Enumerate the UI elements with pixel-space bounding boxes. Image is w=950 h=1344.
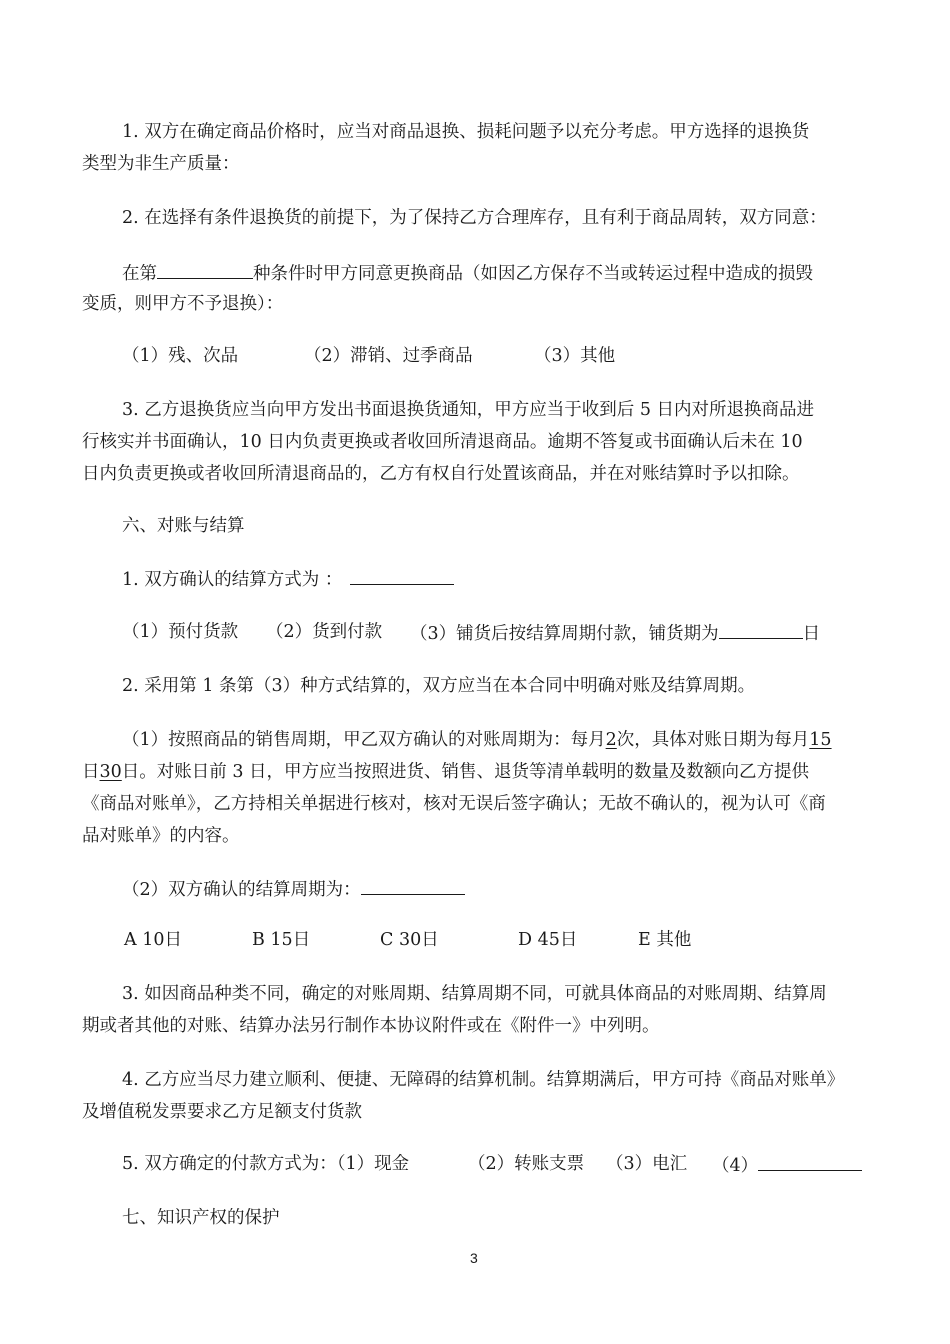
payment-option-1: （1）预付货款 <box>122 622 239 642</box>
clause-2-condition-line <box>122 260 813 286</box>
settlement-cycle-blank[interactable] <box>361 876 465 895</box>
clause-1-line-2: 类型为非生产质量： <box>82 154 240 174</box>
cycle-option-b: B 15日 <box>252 930 311 950</box>
cycle-option-a: A 10日 <box>124 930 182 950</box>
settlement-method-line <box>122 566 454 592</box>
clause-3-line-3: 日内负责更换或者收回所清退商品的，乙方有权自行处置该商品，并在对账结算时予以扣除。 <box>82 464 800 484</box>
consignment-days-blank[interactable] <box>719 620 803 639</box>
reconcile-day-2: 30 <box>99 762 122 782</box>
reconcile-line-2 <box>82 760 809 784</box>
clause-6-4-line-1: 4. 乙方应当尽力建立顺利、便捷、无障碍的结算机制。结算期满后，甲方可持《商品对账单》 <box>122 1070 845 1090</box>
clause-3-line-1: 3. 乙方退换货应当向甲方发出书面退换货通知，甲方应当于收到后 5 日内对所退换商品进 <box>122 400 815 420</box>
settlement-method-blank[interactable] <box>350 566 454 585</box>
payment-method-other-line <box>712 1152 862 1178</box>
payment-method-cash: 5. 双方确定的付款方式为：（1）现金 <box>122 1154 410 1174</box>
clause-1-line-1: 1. 双方在确定商品价格时，应当对商品退换、损耗问题予以充分考虑。甲方选择的退换货 <box>122 122 810 142</box>
exchange-option-1: （1）残、次品 <box>122 346 239 366</box>
payment-method-other-blank[interactable] <box>758 1152 862 1171</box>
clause-6-4-line-2: 及增值税发票要求乙方足额支付货款 <box>82 1102 362 1122</box>
section-7-heading: 七、知识产权的保护 <box>122 1208 280 1228</box>
payment-method-other: （4） <box>712 1156 759 1176</box>
reconcile-line-1 <box>122 728 832 752</box>
cycle-option-d: D 45日 <box>518 930 578 950</box>
exchange-option-3: （3）其他 <box>534 346 616 366</box>
clause-6-3-line-1: 3. 如因商品种类不同，确定的对账周期、结算周期不同，可就具体商品的对账周期、结算周 <box>122 984 827 1004</box>
reconcile-text-3: 日 <box>82 762 100 782</box>
settlement-cycle-label: （2）双方确认的结算周期为： <box>122 880 361 900</box>
payment-option-2: （2）货到付款 <box>266 622 383 642</box>
clause-6-2-text: 2. 采用第 1 条第（3）种方式结算的，双方应当在本合同中明确对账及结算周期。 <box>122 676 756 696</box>
section-6-heading: 六、对账与结算 <box>122 516 245 536</box>
payment-option-3-unit: 日 <box>802 624 821 644</box>
payment-method-wire: （3）电汇 <box>606 1154 688 1174</box>
settlement-method-label: 1. 双方确认的结算方式为 ： <box>122 570 343 590</box>
reconcile-text-4: 日。对账日前 3 日，甲方应当按照进货、销售、退货等清单载明的数量及数额向乙方提供 <box>121 762 810 782</box>
clause-6-3-line-2: 期或者其他的对账、结算办法另行制作本协议附件或在《附件一》中列明。 <box>82 1016 660 1036</box>
reconcile-day-1: 15 <box>809 730 832 750</box>
exchange-option-2: （2）滞销、过季商品 <box>304 346 473 366</box>
cycle-option-e: E 其他 <box>638 930 692 950</box>
condition-prefix: 在第 <box>122 264 157 284</box>
reconcile-text-2: 次，具体对账日期为每月 <box>616 730 810 750</box>
clause-2-text: 2. 在选择有条件退换货的前提下，为了保持乙方合理库存，且有利于商品周转，双方同意： <box>122 208 827 228</box>
settlement-cycle-line <box>122 876 465 902</box>
page-number: 3 <box>470 1250 478 1266</box>
reconcile-times: 2 <box>605 730 617 750</box>
condition-blank[interactable] <box>157 260 253 279</box>
payment-option-3: （3）铺货后按结算周期付款，铺货期为 <box>410 624 719 644</box>
payment-option-3-line <box>410 620 820 646</box>
cycle-option-c: C 30日 <box>380 930 439 950</box>
condition-suffix: 种条件时甲方同意更换商品（如因乙方保存不当或转运过程中造成的损毁 <box>253 264 813 284</box>
reconcile-line-3: 《商品对账单》，乙方持相关单据进行核对，核对无误后签字确认；无故不确认的，视为认可《商 <box>82 794 826 814</box>
clause-2-condition-line-2: 变质，则甲方不予退换）： <box>82 294 284 314</box>
clause-3-line-2: 行核实并书面确认，10 日内负责更换或者收回所清退商品。逾期不答复或书面确认后未在 10 <box>82 432 803 452</box>
reconcile-text-1: （1）按照商品的销售周期，甲乙双方确认的对账周期为：每月 <box>122 730 606 750</box>
reconcile-line-4: 品对账单》的内容。 <box>82 826 240 846</box>
payment-method-cheque: （2）转账支票 <box>468 1154 585 1174</box>
